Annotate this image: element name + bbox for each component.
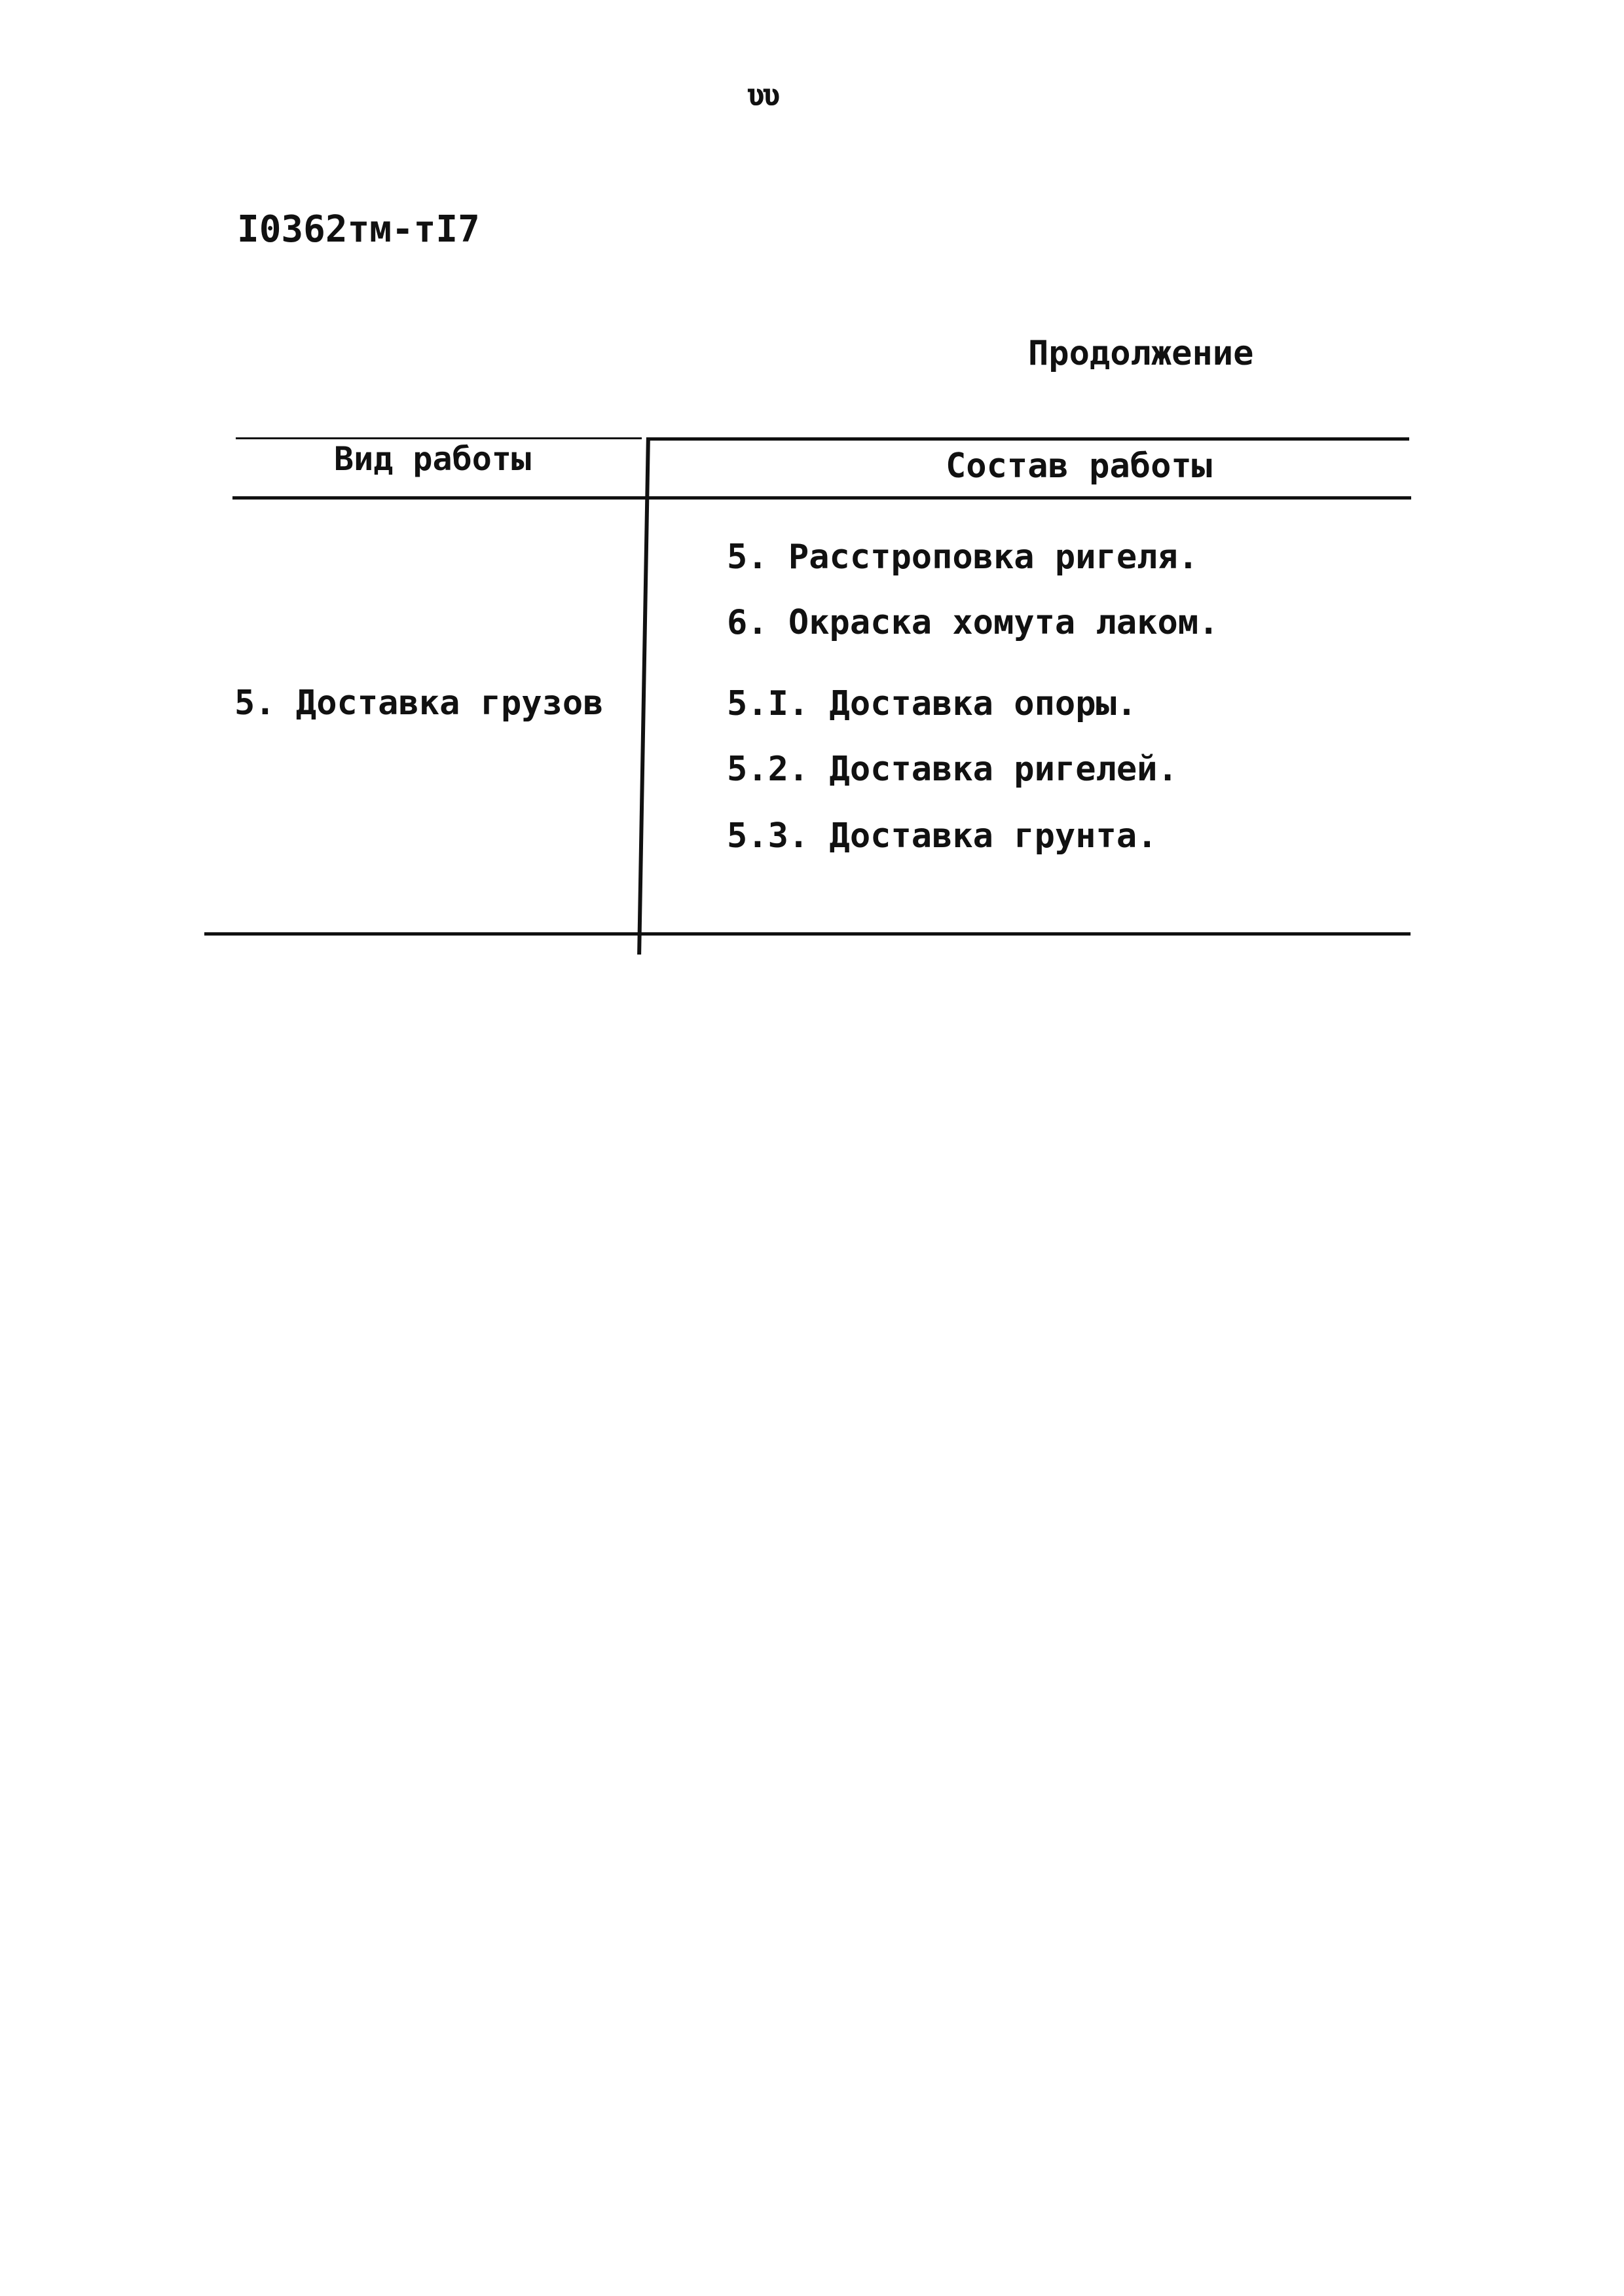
list-item: 5.3. Доставка грунта. bbox=[727, 816, 1158, 856]
list-item: 6. Окраска хомута лаком. bbox=[727, 603, 1219, 642]
header-work-composition: Состав работы bbox=[946, 446, 1212, 486]
continuation-label: Продолжение bbox=[1028, 334, 1254, 373]
list-item: 5. Расстроповка ригеля. bbox=[727, 538, 1199, 577]
header-work-type: Вид работы bbox=[334, 440, 532, 478]
page-mark: ʋʋ bbox=[747, 77, 778, 113]
list-item: 5.I. Доставка опоры. bbox=[727, 684, 1137, 723]
work-type-entry: 5. Доставка грузов bbox=[234, 683, 604, 723]
table-bottom-rule bbox=[204, 932, 1411, 936]
table-top-rule-left bbox=[236, 437, 642, 439]
table-top-rule-right bbox=[648, 437, 1409, 441]
document-code: I0362тм-тI7 bbox=[237, 208, 480, 251]
list-item: 5.2. Доставка ригелей. bbox=[727, 750, 1178, 789]
table-header-rule bbox=[232, 496, 1411, 500]
table-column-divider bbox=[637, 437, 650, 955]
composition-list bbox=[727, 537, 1219, 856]
